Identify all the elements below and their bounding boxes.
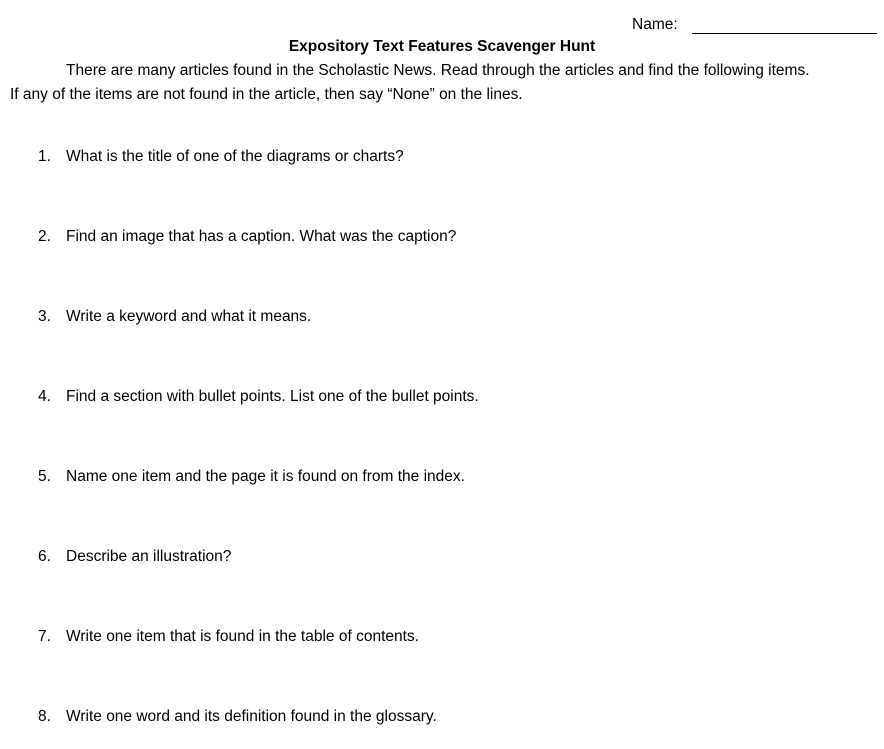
question-number: 5. [38, 468, 51, 485]
question-text: Write one word and its definition found in the glossary. [66, 708, 437, 725]
question-text: What is the title of one of the diagrams or charts? [66, 148, 404, 165]
question-text: Write one item that is found in the table of contents. [66, 628, 419, 645]
question-text: Name one item and the page it is found on from the index. [66, 468, 465, 485]
intro-line-1: There are many articles found in the Scholastic News. Read through the articles and find the following items. [66, 62, 810, 79]
question-number: 3. [38, 308, 51, 325]
intro-line-2: If any of the items are not found in the article, then say “None” on the lines. [10, 86, 523, 103]
question-text: Write a keyword and what it means. [66, 308, 312, 325]
page-title: Expository Text Features Scavenger Hunt [288, 38, 596, 55]
question-text: Describe an illustration? [66, 548, 232, 565]
question-number: 6. [38, 548, 51, 565]
question-number: 2. [38, 228, 51, 245]
question-number: 4. [38, 388, 51, 405]
question-number: 1. [38, 148, 51, 165]
question-text: Find a section with bullet points. List one of the bullet points. [66, 388, 479, 405]
name-label: Name: [632, 16, 678, 33]
name-blank-line[interactable] [692, 33, 877, 34]
question-text: Find an image that has a caption. What was the caption? [66, 228, 457, 245]
question-number: 8. [38, 708, 51, 725]
question-number: 7. [38, 628, 51, 645]
